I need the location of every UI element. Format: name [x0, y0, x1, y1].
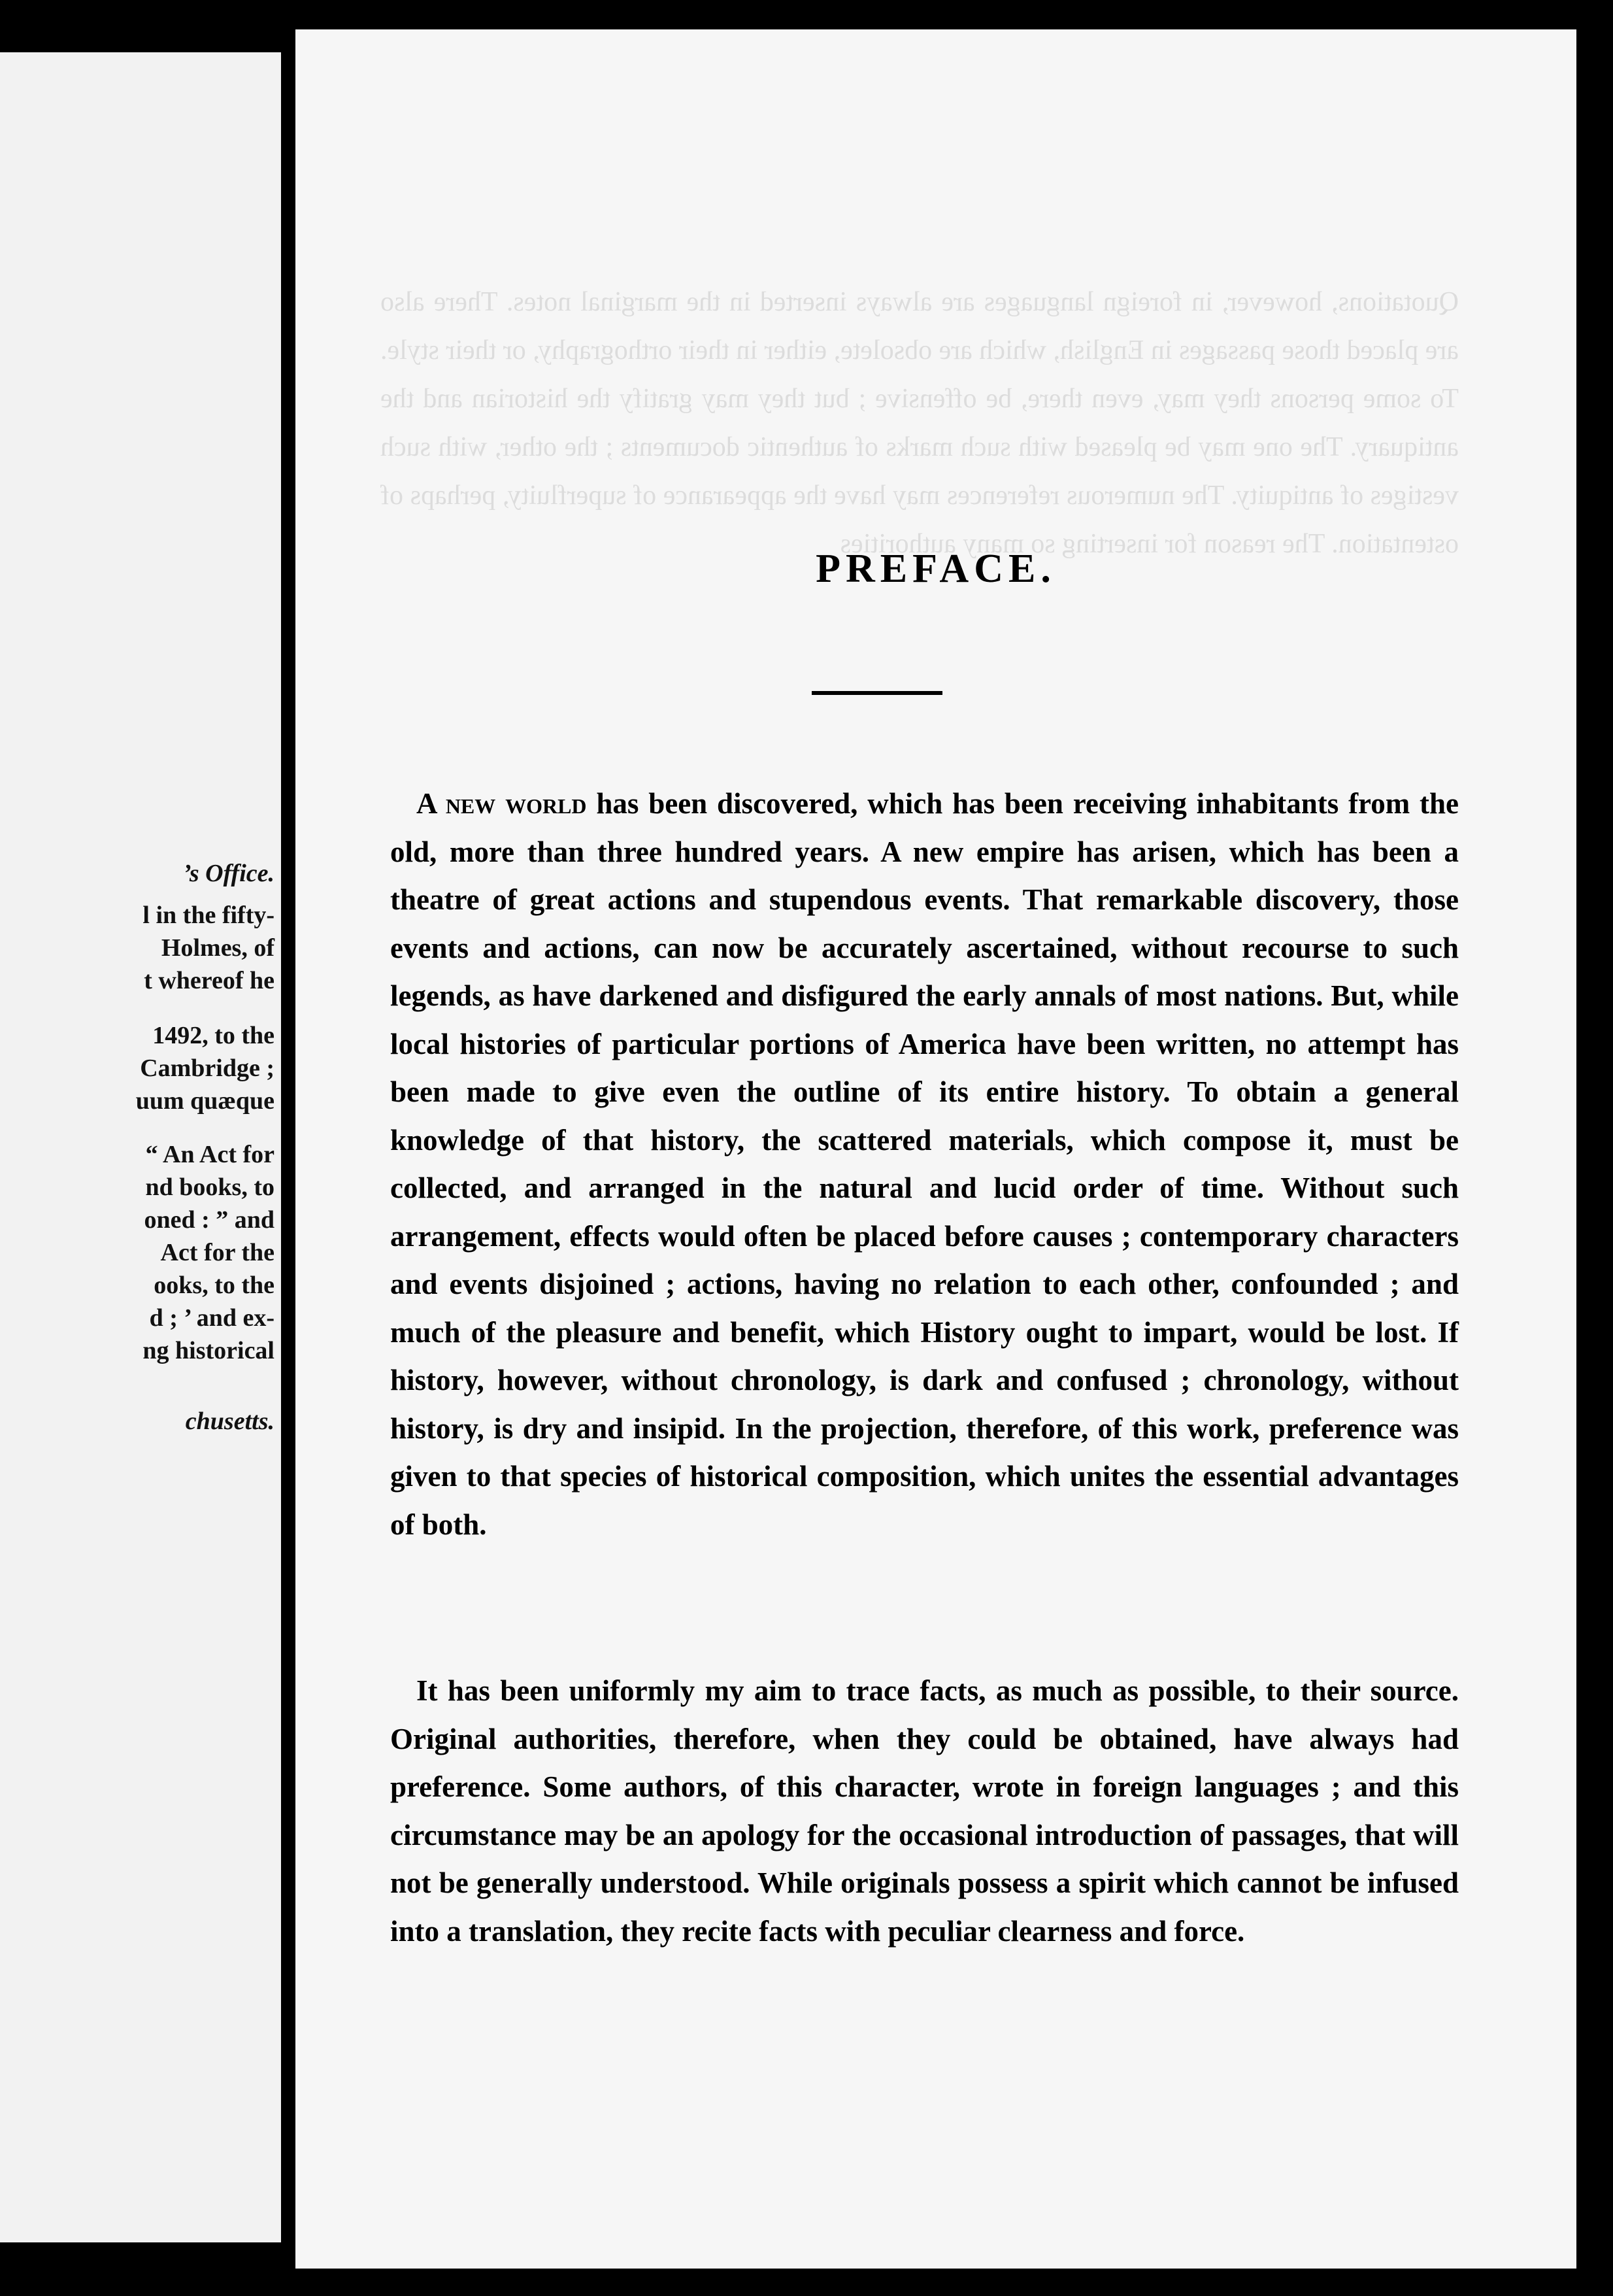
left-fragment: ng historical — [142, 1337, 274, 1364]
left-fragment: nd books, to — [145, 1173, 274, 1201]
left-fragment: Holmes, of — [161, 934, 274, 962]
bleed-through-text: Quotations, however, in foreign languages are always inserted in the marginal notes. There also are placed those passages in English, which are obsolete, either in their orthography, or their style. To some persons they may, even there, be offensive ; but they may gratify the historian and the antiquary. The one may be pleased with such marks of authentic documents ; the other, with such vestiges of antiquity. The numerous references may have the appearance of superfluity, perhaps of ostentation. The reason for inserting so many authorities — [380, 287, 1459, 559]
left-fragment: “ An Act for — [145, 1141, 274, 1168]
paragraph-1-lead: A new world — [416, 787, 587, 820]
left-fragment: Cambridge ; — [140, 1055, 274, 1082]
left-fragment: chusetts. — [185, 1408, 274, 1435]
left-fragment: 1492, to the — [152, 1022, 274, 1049]
left-fragment: l in the fifty- — [142, 902, 274, 929]
page-title: PREFACE. — [816, 547, 1056, 591]
page-edge-shadow — [1576, 0, 1613, 2296]
right-page — [295, 29, 1576, 2269]
left-fragment: uum quæque — [135, 1087, 274, 1115]
left-fragment: oned : ” and — [144, 1206, 274, 1234]
title-rule — [812, 691, 942, 695]
book-gutter — [281, 0, 295, 2296]
left-fragment: d ; ’ and ex- — [149, 1304, 274, 1332]
left-fragment: t whereof he — [144, 967, 274, 994]
paragraph-1 — [390, 780, 1459, 1549]
left-fragment: ’s Office. — [183, 860, 274, 887]
left-fragment: Act for the — [160, 1239, 274, 1266]
left-fragment: ooks, to the — [154, 1272, 274, 1299]
paragraph-1-text: has been discovered, which has been receiving inhabitants from the old, more than three hundred years. A new empire has arisen, which has been a theatre of great actions and stupendous events. That remarkable discovery, those events and actions, can now be accurately ascertained, without recourse to such legends, as have darkened and disfigured the early annals of most nations. But, while local histories of particular portions of America have been written, no attempt has been made to give even the outline of its entire history. To obtain a general knowledge of that history, the scattered materials, which compose it, must be collected, and arranged in the natural and lucid order of time. Without such arrangement, effects would often be placed before causes ; contemporary characters and events disjoined ; actions, having no relation to each other, confounded ; and much of the pleasure and benefit, which History ought to impart, would be lost. If history, however, without chronology, is dark and confused ; chronology, without history, is dry and insipid. In the projection, therefore, of this work, preference was given to that species of historical composition, which unites the essential advantages of both. — [390, 787, 1459, 1541]
left-page — [0, 52, 281, 2242]
paragraph-2: It has been uniformly my aim to trace facts, as much as possible, to their source. Original authorities, therefore, when they could be obtained, have always had preference. Some authors, of this character, wrote in foreign languages ; and this circumstance may be an apology for the occasional introduction of passages, that will not be generally understood. While originals possess a spirit which cannot be infused into a translation, they recite facts with peculiar clearness and force. — [390, 1674, 1459, 1948]
